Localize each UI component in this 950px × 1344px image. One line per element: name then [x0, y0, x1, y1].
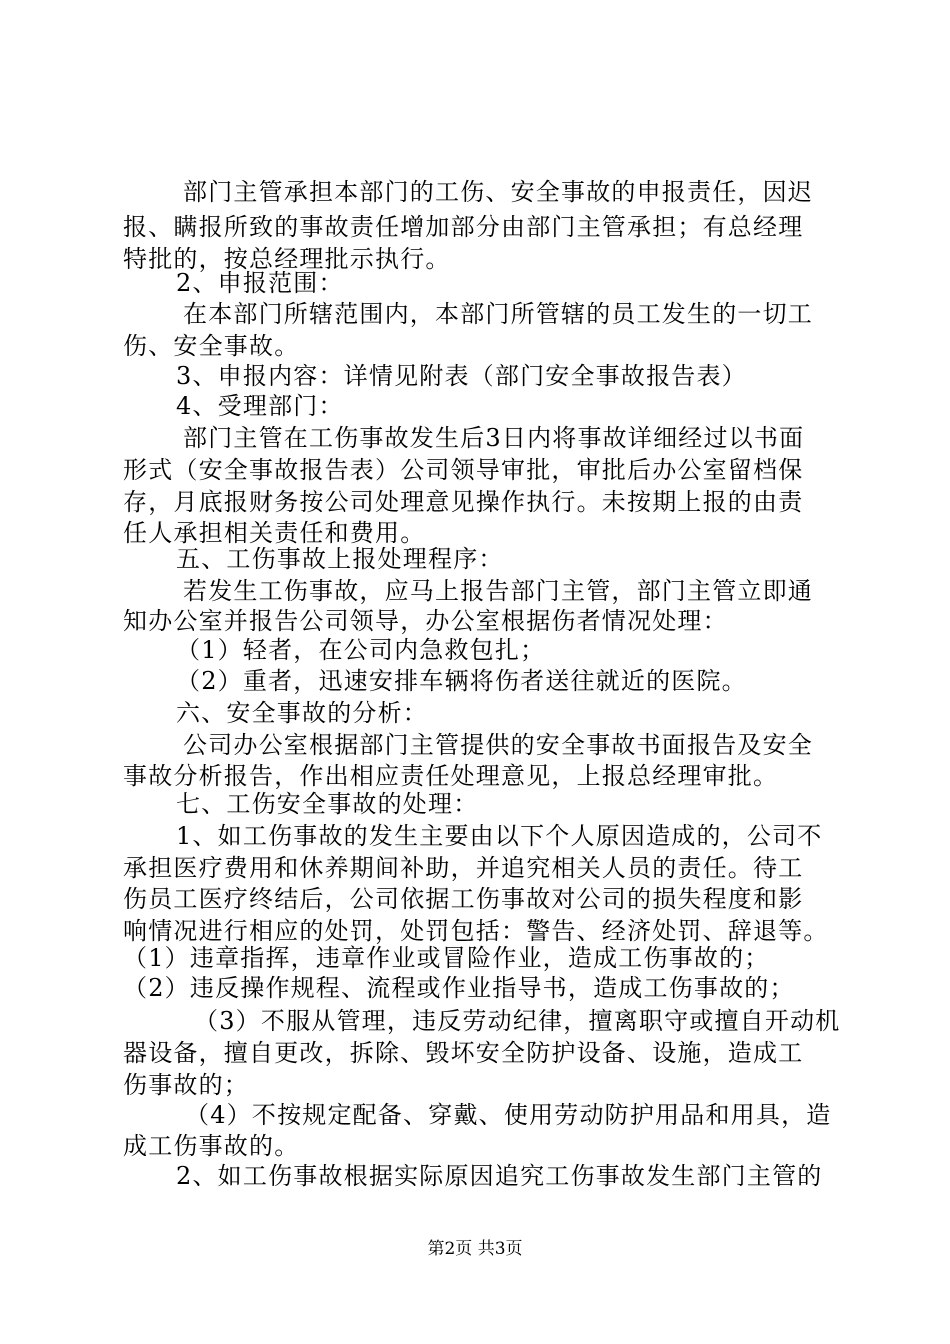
- list-item-violation-2: （2）违反操作规程、流程或作业指导书，造成工伤事故的；: [123, 974, 795, 1002]
- body-line-10: 形式（安全事故报告表）公司领导审批，审批后办公室留档保: [123, 456, 804, 484]
- body-line-2: 报、瞒报所致的事故责任增加部分由部门主管承担；有总经理: [123, 213, 804, 241]
- list-item-minor: （1）轻者，在公司内急救包扎；: [176, 636, 546, 664]
- section-heading-5: 五、工伤事故上报处理程序：: [176, 545, 504, 573]
- body-line-6: 伤、安全事故。: [123, 332, 300, 360]
- body-line-11: 存，月底报财务按公司处理意见操作执行。未按期上报的由责: [123, 488, 804, 516]
- body-line-20: 事故分析报告，作出相应责任处理意见，上报总经理审批。: [123, 762, 779, 790]
- list-item-violation-1: （1）违章指挥，违章作业或冒险作业，造成工伤事故的；: [123, 944, 770, 972]
- body-line-22: 1、如工伤事故的发生主要由以下个人原因造成的，公司不: [176, 822, 823, 850]
- body-line-33: 2、如工伤事故根据实际原因追究工伤事故发生部门主管的: [176, 1162, 823, 1190]
- body-line-3: 特批的，按总经理批示执行。: [123, 245, 451, 273]
- body-line-5: 在本部门所辖范围内，本部门所管辖的员工发生的一切工: [183, 300, 813, 328]
- body-line-9: 部门主管在工伤事故发生后3日内将事故详细经过以书面: [183, 424, 805, 452]
- list-item-violation-3: （3）不服从管理，违反劳动纪律，擅离职守或擅自开动机: [194, 1007, 841, 1035]
- body-line-23: 承担医疗费用和休养期间补助，并追究相关人员的责任。待工: [123, 854, 804, 882]
- body-line-15: 知办公室并报告公司领导，办公室根据伤者情况处理：: [123, 607, 728, 635]
- body-line-30: 伤事故的；: [123, 1071, 249, 1099]
- section-heading-7: 七、工伤安全事故的处理：: [176, 790, 479, 818]
- body-line-29: 器设备，擅自更改，拆除、毁坏安全防护设备、设施，造成工: [123, 1039, 804, 1067]
- section-heading-scope: 2、申报范围：: [176, 269, 344, 297]
- body-line-24: 伤员工医疗终结后，公司依据工伤事故对公司的损失程度和影: [123, 885, 804, 913]
- body-line-19: 公司办公室根据部门主管提供的安全事故书面报告及安全: [183, 731, 813, 759]
- section-heading-content: 3、申报内容：详情见附表（部门安全事故报告表）: [176, 362, 747, 390]
- body-line-14: 若发生工伤事故，应马上报告部门主管，部门主管立即通: [183, 577, 813, 605]
- list-item-severe: （2）重者，迅速安排车辆将伤者送往就近的医院。: [176, 667, 747, 695]
- section-heading-6: 六、安全事故的分析：: [176, 699, 428, 727]
- body-line-1: 部门主管承担本部门的工伤、安全事故的申报责任，因迟: [183, 178, 813, 206]
- body-line-12: 任人承担相关责任和费用。: [123, 519, 426, 547]
- page-number-footer: 第2页 共3页: [427, 1239, 523, 1259]
- list-item-violation-4: （4）不按规定配备、穿戴、使用劳动防护用品和用具，造: [185, 1101, 832, 1129]
- section-heading-department: 4、受理部门：: [176, 392, 344, 420]
- body-line-25: 响情况进行相应的处罚，处罚包括：警告、经济处罚、辞退等。: [123, 917, 829, 945]
- body-line-32: 成工伤事故的。: [123, 1132, 300, 1160]
